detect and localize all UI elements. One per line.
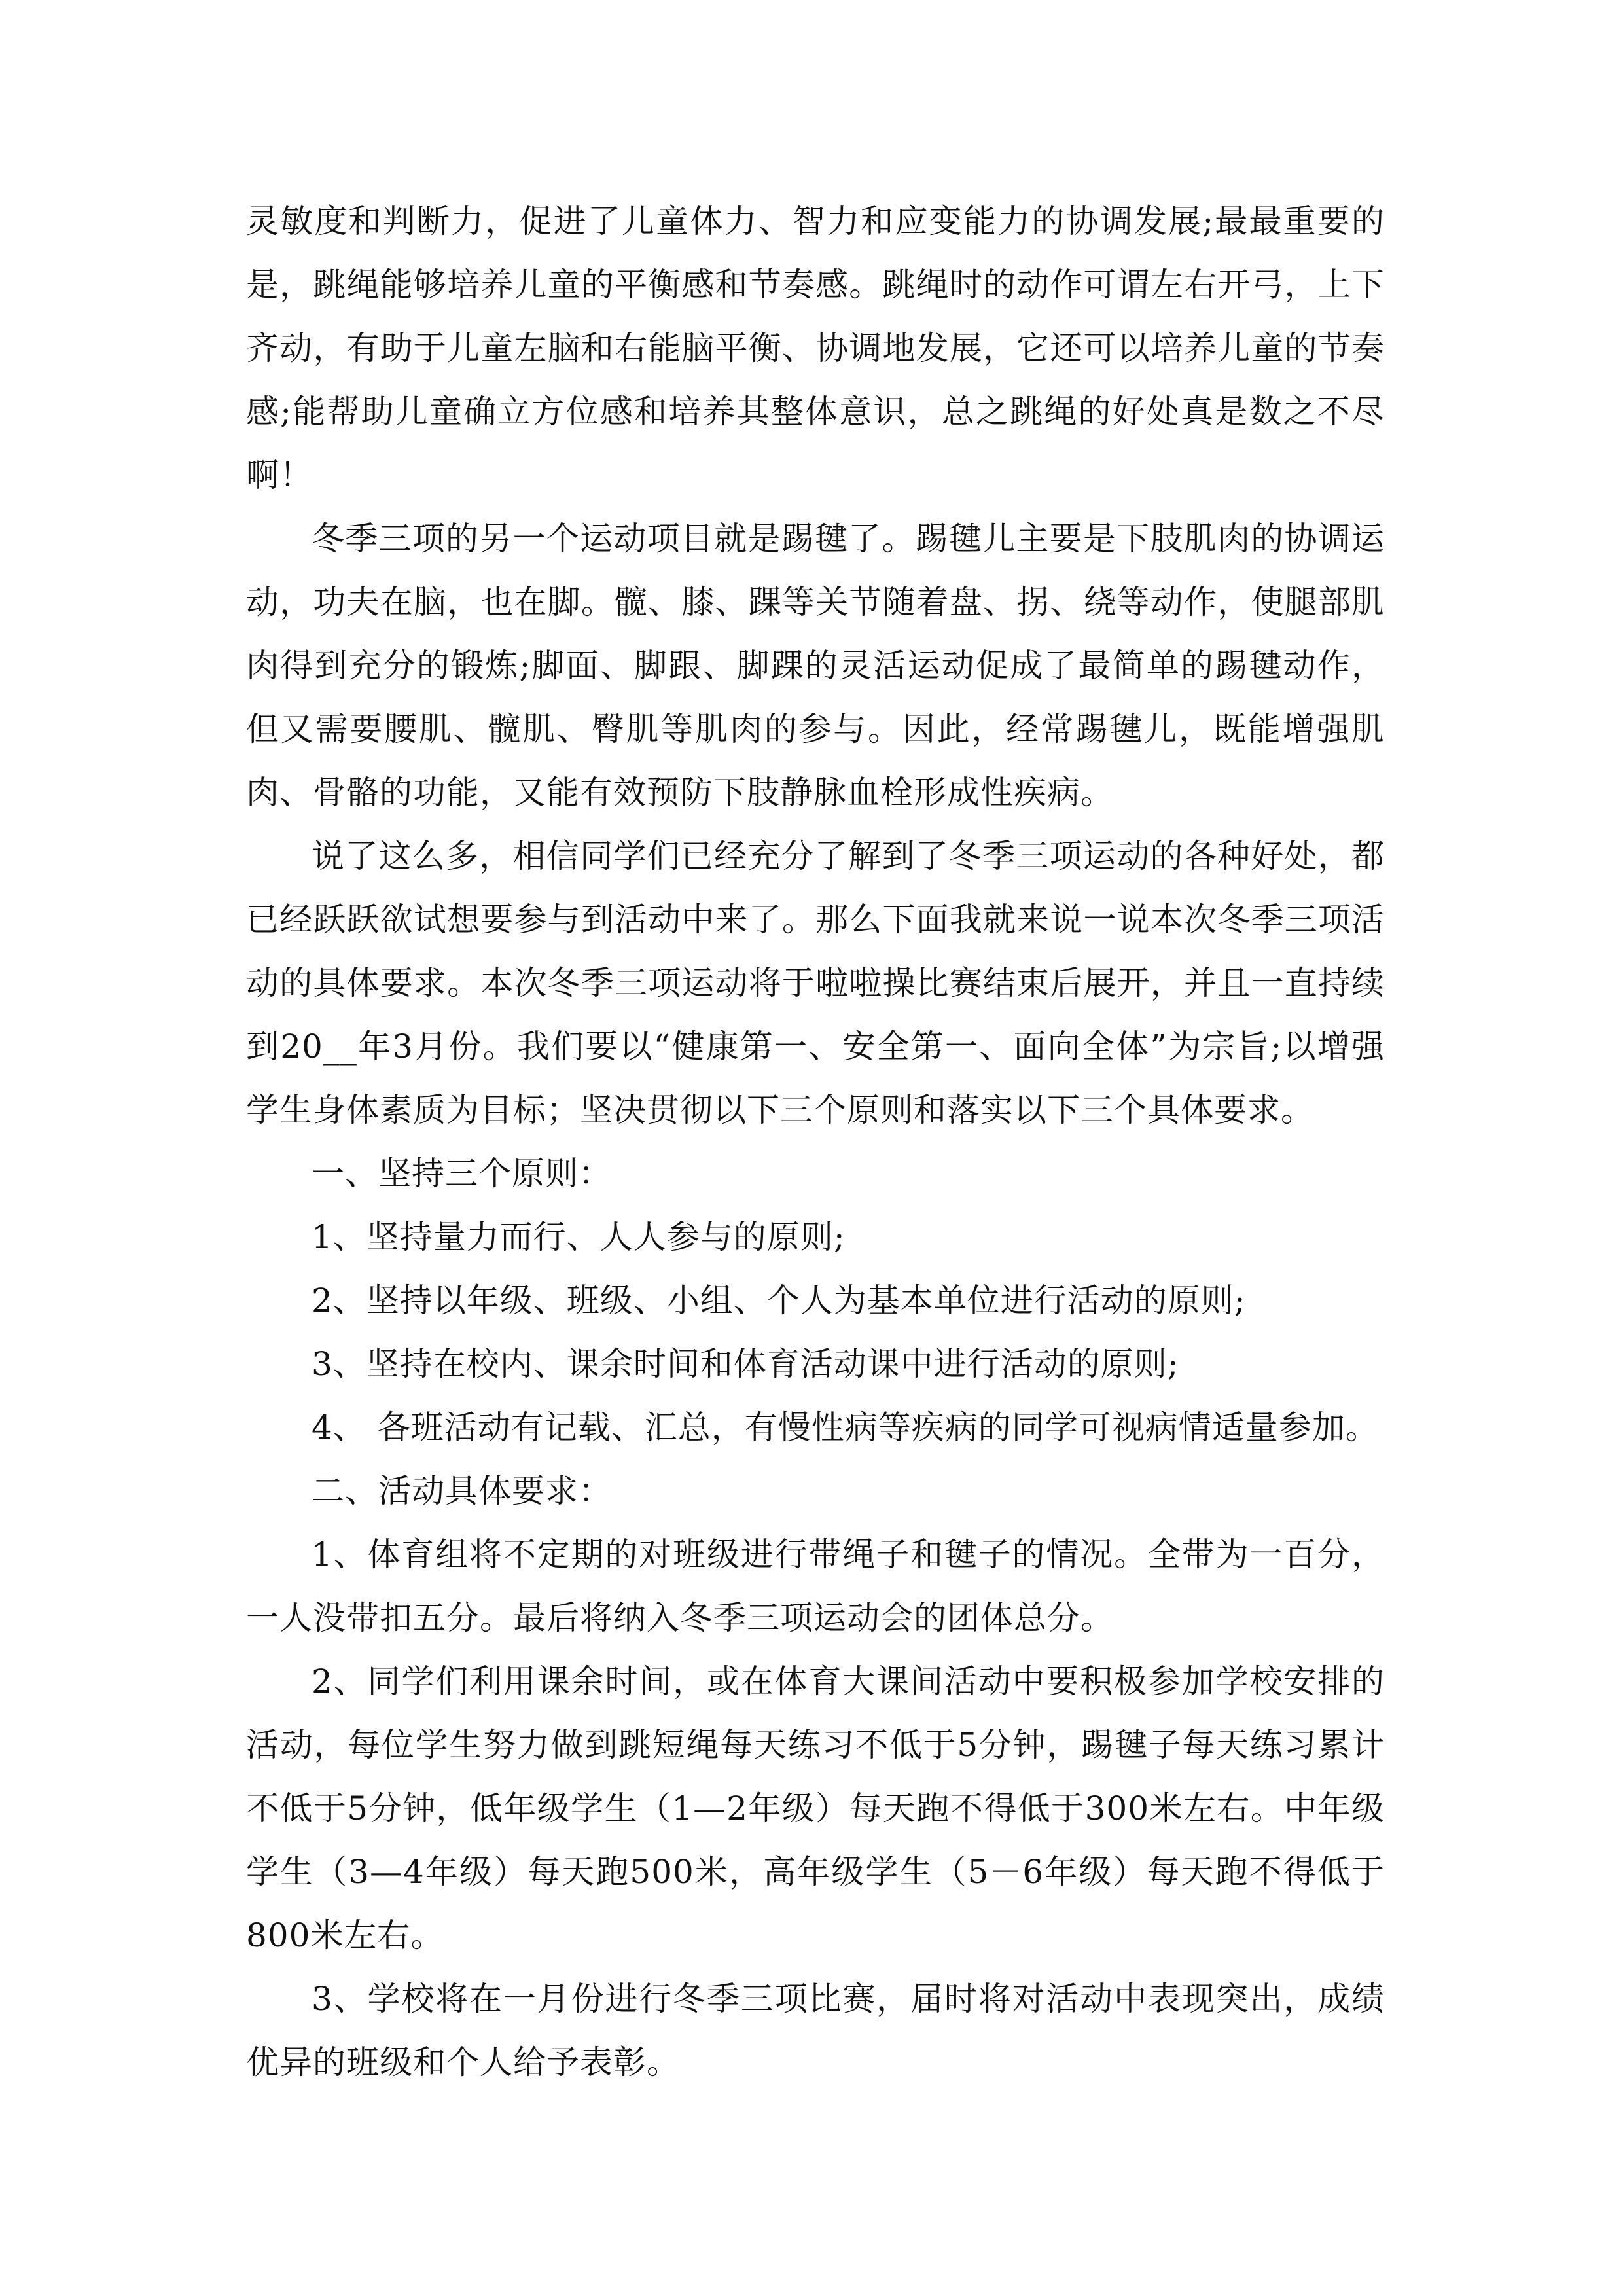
principle-item-1: 1、坚持量力而行、人人参与的原则;: [312, 1218, 846, 1256]
requirement-item-3: 3、学校将在一月份进行冬季三项比赛，届时将对活动中表现突出，成绩优异的班级和个人给予表彰。: [246, 1980, 1385, 2081]
paragraph-shuttlecock-benefits: 冬季三项的另一个运动项目就是踢毽了。踢毽儿主要是下肢肌肉的协调运动，功夫在脑，也在脚。髋、膝、踝等关节随着盘、拐、绕等动作，使腿部肌肉得到充分的锻炼;脚面、脚跟、脚踝的灵活运动促成了最简单的踢毽动作，但又需要腰肌、髋肌、臀肌等肌肉的参与。因此，经常踢毽儿，既能增强肌肉、骨骼的功能，又能有效预防下肢静脉血栓形成性疾病。: [246, 520, 1385, 812]
principle-item-4: 4、 各班活动有记载、汇总，有慢性病等疾病的同学可视病情适量参加。: [312, 1408, 1379, 1446]
requirement-item-2: 2、同学们利用课余时间，或在体育大课间活动中要积极参加学校安排的活动，每位学生努力做到跳短绳每天练习不低于5分钟，踢毽子每天练习累计不低于5分钟，低年级学生（1—2年级）每天跑不得低于300米左右。中年级学生（3—4年级）每天跑500米，高年级学生（5－6年级）每天跑不得低于800米左右。: [246, 1662, 1385, 1954]
requirement-item-1: 1、体育组将不定期的对班级进行带绳子和毽子的情况。全带为一百分，一人没带扣五分。最后将纳入冬季三项运动会的团体总分。: [246, 1535, 1385, 1637]
paragraph-activity-overview: 说了这么多，相信同学们已经充分了解到了冬季三项运动的各种好处，都已经跃跃欲试想要参与到活动中来了。那么下面我就来说一说本次冬季三项活动的具体要求。本次冬季三项运动将于啦啦操比赛结束后展开，并且一直持续到20__年3月份。我们要以“健康第一、安全第一、面向全体”为宗旨;以增强学生身体素质为目标；坚决贯彻以下三个原则和落实以下三个具体要求。: [246, 837, 1385, 1129]
principle-item-3: 3、坚持在校内、课余时间和体育活动课中进行活动的原则;: [312, 1345, 1179, 1383]
heading-three-principles: 一、坚持三个原则：: [312, 1155, 612, 1193]
principle-item-2: 2、坚持以年级、班级、小组、个人为基本单位进行活动的原则;: [312, 1282, 1246, 1319]
paragraph-jump-rope-benefits: 灵敏度和判断力，促进了儿童体力、智力和应变能力的协调发展;最最重要的是，跳绳能够培养儿童的平衡感和节奏感。跳绳时的动作可谓左右开弓，上下齐动，有助于儿童左脑和右能脑平衡、协调地发展，它还可以培养儿童的节奏感;能帮助儿童确立方位感和培养其整体意识，总之跳绳的好处真是数之不尽啊！: [246, 202, 1385, 494]
heading-specific-requirements: 二、活动具体要求：: [312, 1472, 612, 1510]
document-page: [246, 190, 1385, 2094]
